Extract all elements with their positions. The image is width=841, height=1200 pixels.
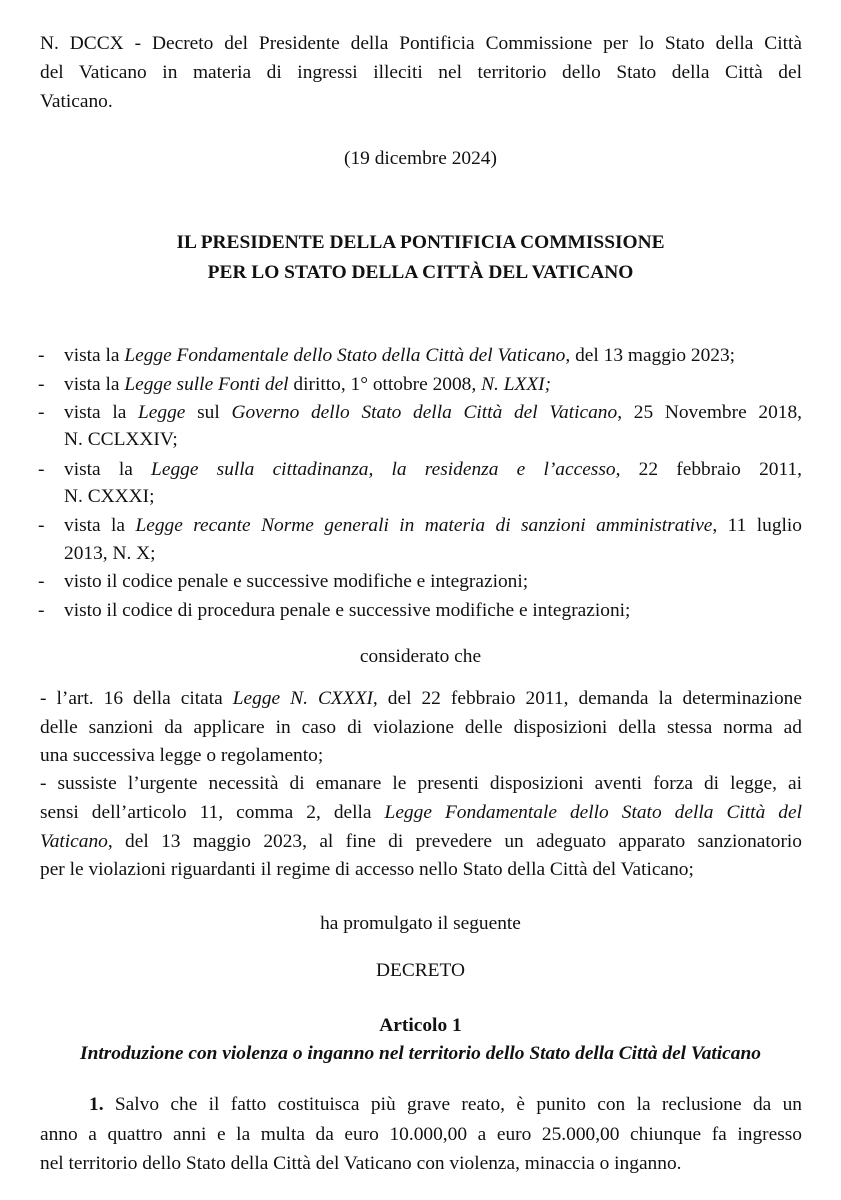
text: vista la bbox=[64, 402, 139, 423]
dash-marker: - bbox=[38, 515, 45, 536]
text: vista la bbox=[64, 515, 136, 536]
text: sul bbox=[185, 402, 232, 423]
text: sensi dell’articolo 11, comma 2, della bbox=[40, 802, 385, 823]
dash-marker: - bbox=[38, 402, 45, 423]
recital-line: N. CXXXI; bbox=[64, 486, 155, 507]
header-line: Vaticano. bbox=[40, 91, 113, 112]
paragraph-line: anno a quattro anni e la multa da euro 10.000,00 a euro 25.000,00 chiunque fa ingresso bbox=[40, 1124, 802, 1145]
recital-line bbox=[64, 398, 802, 428]
consideration-line bbox=[40, 684, 802, 714]
recital-line bbox=[64, 511, 802, 541]
law-title: Legge sulla cittadinanza, la residenza e l’accesso bbox=[151, 459, 616, 480]
consideration-line: per le violazioni riguardanti il regime di accesso nello Stato della Città del Vaticano; bbox=[40, 859, 694, 880]
title-line: IL PRESIDENTE DELLA PONTIFICIA COMMISSIONE bbox=[176, 232, 665, 253]
header-line: N. DCCX - Decreto del Presidente della Pontificia Commissione per lo Stato della Città bbox=[40, 33, 802, 54]
title-line: PER LO STATO DELLA CITTÀ DEL VATICANO bbox=[207, 262, 634, 283]
recital-line: visto il codice di procedura penale e successive modifiche e integrazioni; bbox=[64, 600, 631, 621]
consideration-line bbox=[40, 827, 802, 857]
dash-marker: - bbox=[38, 374, 45, 395]
paragraph-line bbox=[89, 1090, 802, 1120]
text: vista la bbox=[64, 459, 152, 480]
recital-line: visto il codice penale e successive modifiche e integrazioni; bbox=[64, 571, 529, 592]
text: vista la bbox=[64, 374, 125, 395]
dash-marker: - bbox=[38, 459, 45, 480]
law-title: Legge bbox=[138, 402, 186, 423]
law-title: Governo dello Stato della Città del Vaticano bbox=[231, 402, 618, 423]
law-title: Legge Fondamentale dello Stato della Città del bbox=[384, 802, 802, 823]
paragraph-line: nel territorio dello Stato della Città del Vaticano con violenza, minaccia o inganno. bbox=[40, 1153, 682, 1174]
text: , 25 Novembre 2018, bbox=[617, 402, 802, 423]
consideration-line: delle sanzioni da applicare in caso di violazione delle disposizioni della stessa norma ad bbox=[40, 717, 802, 738]
consideration-line: - sussiste l’urgente necessità di emanare le presenti disposizioni aventi forza di legge, ai bbox=[40, 773, 802, 794]
text: vista la bbox=[64, 345, 125, 366]
text: , 11 luglio bbox=[712, 515, 802, 536]
dash-marker: - bbox=[38, 571, 45, 592]
header-line: del Vaticano in materia di ingressi illeciti nel territorio dello Stato della Città del bbox=[40, 62, 802, 83]
text: , del 13 maggio 2023, al fine di prevedere un adeguato apparato sanzionatorio bbox=[107, 831, 802, 852]
law-title: Vaticano bbox=[40, 831, 108, 852]
text: Salvo che il fatto costituisca più grave reato, è punito con la reclusione da un bbox=[103, 1094, 802, 1115]
dash-marker: - bbox=[38, 345, 45, 366]
recital-line: N. CCLXXIV; bbox=[64, 429, 178, 450]
consideration-line: una successiva legge o regolamento; bbox=[40, 745, 324, 766]
text: , del 13 maggio 2023; bbox=[565, 345, 736, 366]
recital-line bbox=[64, 370, 802, 400]
text: , del 22 febbraio 2011, demanda la determinazione bbox=[372, 688, 802, 709]
text: diritto, 1° ottobre 2008 bbox=[288, 374, 472, 395]
article-heading: Introduzione con violenza o inganno nel territorio dello Stato della Città del Vaticano bbox=[80, 1043, 761, 1064]
considerato-heading: considerato che bbox=[359, 646, 482, 667]
law-title: Legge Fondamentale dello Stato della Città del Vaticano bbox=[124, 345, 566, 366]
law-title: Legge N. CXXXI bbox=[232, 688, 373, 709]
law-title: Legge sulle Fonti del bbox=[124, 374, 289, 395]
consideration-line bbox=[40, 798, 802, 828]
paragraph-number: 1. bbox=[89, 1094, 104, 1115]
recital-line bbox=[64, 455, 802, 485]
recital-line: 2013, N. X; bbox=[64, 543, 156, 564]
dash-marker: - bbox=[38, 600, 45, 621]
decree-date: (19 dicembre 2024) bbox=[344, 148, 497, 169]
article-number: Articolo 1 bbox=[379, 1015, 462, 1036]
law-title: Legge recante Norme generali in materia di sanzioni amministrative bbox=[135, 515, 713, 536]
text: , 22 febbraio 2011, bbox=[615, 459, 802, 480]
text: - l’art. 16 della citata bbox=[40, 688, 233, 709]
decree-heading: DECRETO bbox=[375, 960, 466, 981]
promulgation-line: ha promulgato il seguente bbox=[320, 913, 521, 934]
text: , N. LXXI; bbox=[471, 374, 552, 395]
recital-line bbox=[64, 341, 802, 371]
